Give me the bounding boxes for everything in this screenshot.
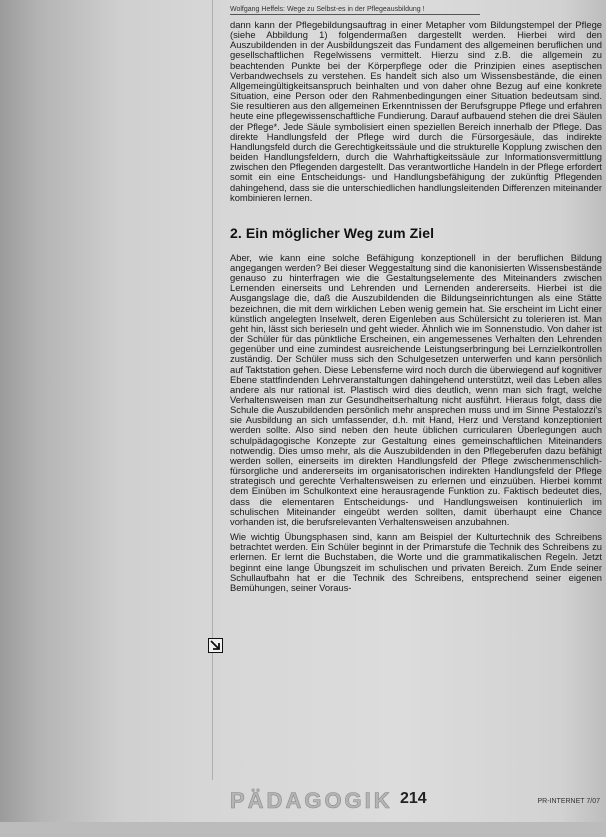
page-footer [230,788,606,818]
paragraph-intro: dann kann der Pflegebildungsauftrag in einer Metapher vom Bildungstempel der Pflege (siehe Abbildung 1) folgendermaßen dargestellt werden. Hierbei wird den Auszubildenden in der Ausbildungszeit das Fundament des allgemeinen beruflichen und gesellschaftlichen Regelwissens vermittelt. Hierzu sind z.B. die allgemein zu beachtenden Punkte bei der Körperpflege oder die Prinzipien eines aseptischen Verbandwechsels zu verstehen. Es handelt sich also um Wissensbestände, die einen Allgemeingültigkeitsanspruch beinhalten und von daher ohne Bezug auf eine konkrete Situation, eine Person oder den Rahmenbedingungen einer Situation bedeutsam sind. Sie resultieren aus den allgemeinen Erkenntnissen der Berufsgruppe Pflege und erfahren heute eine pflegewissenschaftliche Fundierung. Darauf aufbauend stehen die drei Säulen der Pflege*. Jede Säule symbolisiert einen speziellen Bereich innerhalb der Pflege. Das direkte Handlungsfeld der Pflege wird durch die Fürsorgesäule, das indirekte Handlungsfeld durch die Gerechtigkeitssäule und die strukturelle Kopplung zwischen den beiden Handlungsfeldern, durch die Wahrhaftigkeitssäule zur Informationsvermittlung zwischen den Pflegenden dargestellt. Das verantwortliche Handeln in der Pflege erfordert somit ein eine Entscheidungs- und Handlungsbefähigung der zukünftig Pflegenden dahingehend, dass sie die unterschiedlichen handlungsleitenden Differenzen miteinander kombinieren lernen. [230,19,602,203]
page-number: 214 [400,790,427,807]
paragraph-main: Aber, wie kann eine solche Befähigung konzeptionell in der beruflichen Bildung angegangen werden? Bei dieser Weggestaltung sind die kanonisierten Wissensbestände genauso zu hinterfragen wie die Gestaltungselemente des Miteinanders zwischen Lernenden einerseits und Lehrenden und Lernenden andererseits. Hierbei ist die Ausgangslage die, daß die Auszubildenden die Bildungseinrichtungen als eine Stätte bezeichnen, die mit dem wirklichen Leben wenig gemein hat. Sie erscheint im Licht einer künstlich angelegten Inselwelt, deren Eigenleben aus Schülersicht zu tolerieren ist. Man geht hin, lässt sich berieseln und geht wieder. Ähnlich wie im Sonnenstudio. Von daher ist der Schüler für das pünktliche Erscheinen, ein angemessenes Verhalten den Lehrenden gegenüber und eine zumindest ausreichende Leistungserbringung bei Lernzielkontrollen zuständig. Der Schüler muss sich den Schulgesetzen unterwerfen und kann persönlich auf Taktstation gehen. Diese Lebensferne wird noch durch die überwiegend auf kognitiver Ebene stattfindenden Lehrveranstaltungen dahingehend unterstützt, weil das Leben alles andere als nur rational ist. Plastisch wird dies deutlich, wenn man sich fragt, welche Verhaltensweisen man zur Gesundheitserhaltung nicht ausführt. Hieraus folgt, dass die Schule die Auszubildenden persönlich mehr ansprechen muss und im Sinne Pestalozzi's sie Ausbildung an sich umfassender, d.h. mit Hand, Herz und Verstand konzeptioniert werden sollte. Also sind neben den heute üblichen curricularen Überlegungen auch schulpädagogische Konzepte zur Gestaltung eines gemeinschaftlichen Miteinanders notwendig. Dies umso mehr, als die Auszubildenden in den Pflegeberufen dazu befähigt werden sollen, einerseits im direkten Handlungsfeld der Pflege zwischenmenschlich-fürsorgliche und andererseits im organisatorischen indirekten Handlungsfeld der Pflege strategisch und gerechte Verhaltensweisen zu erlernen und einzuüben. Hierbei kommt dem Einüben im Schulkontext eine herausragende Funktion zu. Faktisch bedeutet dies, dass die elementaren Entscheidungs- und Handlungsweisen kontinuierlich im schulischen Miteinander eingeübt werden sollten, damit überhaupt eine Chance vorhanden ist, die berufsrelevanten Verhaltensweisen anzubahnen. [230,251,602,527]
issue-label: PR-INTERNET 7/07 [537,798,600,805]
section-heading: 2. Ein möglicher Weg zum Ziel [230,224,435,241]
scan-bottom-edge [0,822,606,837]
paragraph-writing-example: Wie wichtig Übungsphasen sind, kann am Beispiel der Kulturtechnik des Schreibens betrachtet werden. Ein Schüler beginnt in der Primarstufe die Technik des Schreibens zu erlernen. Er lernt die Buchstaben, die Worte und die grammatikalischen Regeln. Jetzt beginnt eine lange Übungszeit im schulischen und privaten Bereich. Zum Ende seiner Schullaufbahn hat er die Technik des Schreibens, entsprechend seiner eigenen Bemühungen, seiner Voraus- [230,531,602,593]
journal-logo: PÄDAGOGIK [230,788,393,813]
running-header-text: Wolfgang Heffels: Wege zu Selbst-es in der Pflegeausbildung ! [230,6,425,13]
arrow-down-right-icon [208,638,223,653]
running-header [230,6,480,15]
page-fold-shadow [212,0,213,780]
article-column [230,20,602,593]
